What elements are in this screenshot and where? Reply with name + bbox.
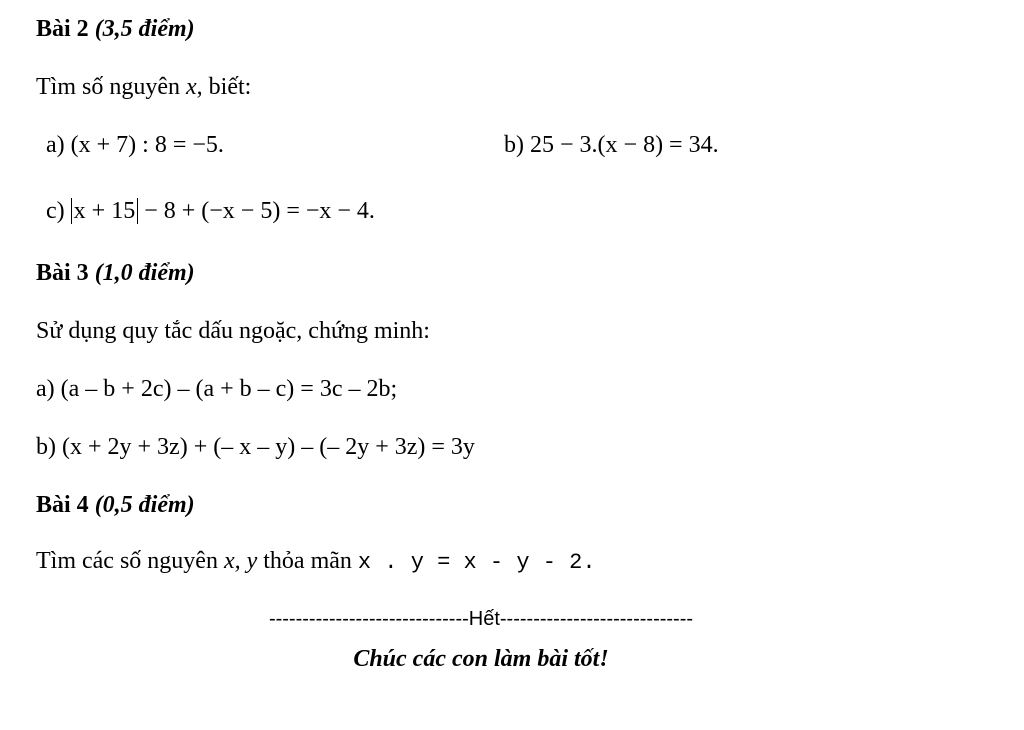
bai4-text: Tìm các số nguyên <box>36 548 224 574</box>
bai2-c-abs: x + 15 <box>71 198 139 224</box>
bai2-intro-var: x <box>186 74 197 100</box>
end-dashes-right: ----------------------------- <box>499 608 694 630</box>
bai2-c-rest: − 8 + (−x − 5) = −x − 4. <box>138 198 375 224</box>
bai3-title: Bài 3 <box>36 260 89 286</box>
bai2-c-label: c) <box>46 198 71 224</box>
bai4-title: Bài 4 <box>36 492 89 518</box>
bai2-intro-text: Tìm số nguyên <box>36 74 186 100</box>
bai4-points: (0,5 điểm) <box>94 492 195 518</box>
bai2-points: (3,5 điểm) <box>94 16 195 42</box>
bai2-part-c <box>46 196 375 226</box>
bai4-vars: x, y <box>223 548 258 574</box>
bai3-points: (1,0 điểm) <box>94 260 195 286</box>
bai4-problem <box>36 546 596 578</box>
bai2-title: Bài 2 <box>36 16 89 42</box>
bai2-b-label: b) <box>504 132 530 158</box>
bai3-heading <box>36 258 195 288</box>
bai2-part-a <box>46 130 224 160</box>
bai2-intro-end: , biết: <box>196 74 252 100</box>
end-marker <box>0 604 962 634</box>
bai2-b-expr: 25 − 3.(x − 8) = 34. <box>530 132 719 158</box>
end-dashes-left: ------------------------------ <box>268 608 469 630</box>
end-word: Hết <box>468 608 500 630</box>
bai2-heading <box>36 14 195 44</box>
bai2-a-label: a) <box>46 132 71 158</box>
closing-wish: Chúc các con làm bài tốt! <box>353 646 609 672</box>
bai3-part-b: b) (x + 2y + 3z) + (– x – y) – (– 2y + 3z) = 3y <box>36 434 475 460</box>
bai3-part-a: a) (a – b + 2c) – (a + b – c) = 3c – 2b; <box>36 376 398 402</box>
bai4-text2: thỏa mãn <box>257 548 358 574</box>
bai2-intro <box>36 72 251 102</box>
bai4-equation: x . y = x - y - 2. <box>357 550 596 575</box>
bai2-part-b <box>504 130 719 160</box>
bai3-intro: Sử dụng quy tắc dấu ngoặc, chứng minh: <box>36 318 430 344</box>
bai4-heading <box>36 490 195 520</box>
bai2-a-expr: (x + 7) : 8 = −5. <box>70 132 224 158</box>
